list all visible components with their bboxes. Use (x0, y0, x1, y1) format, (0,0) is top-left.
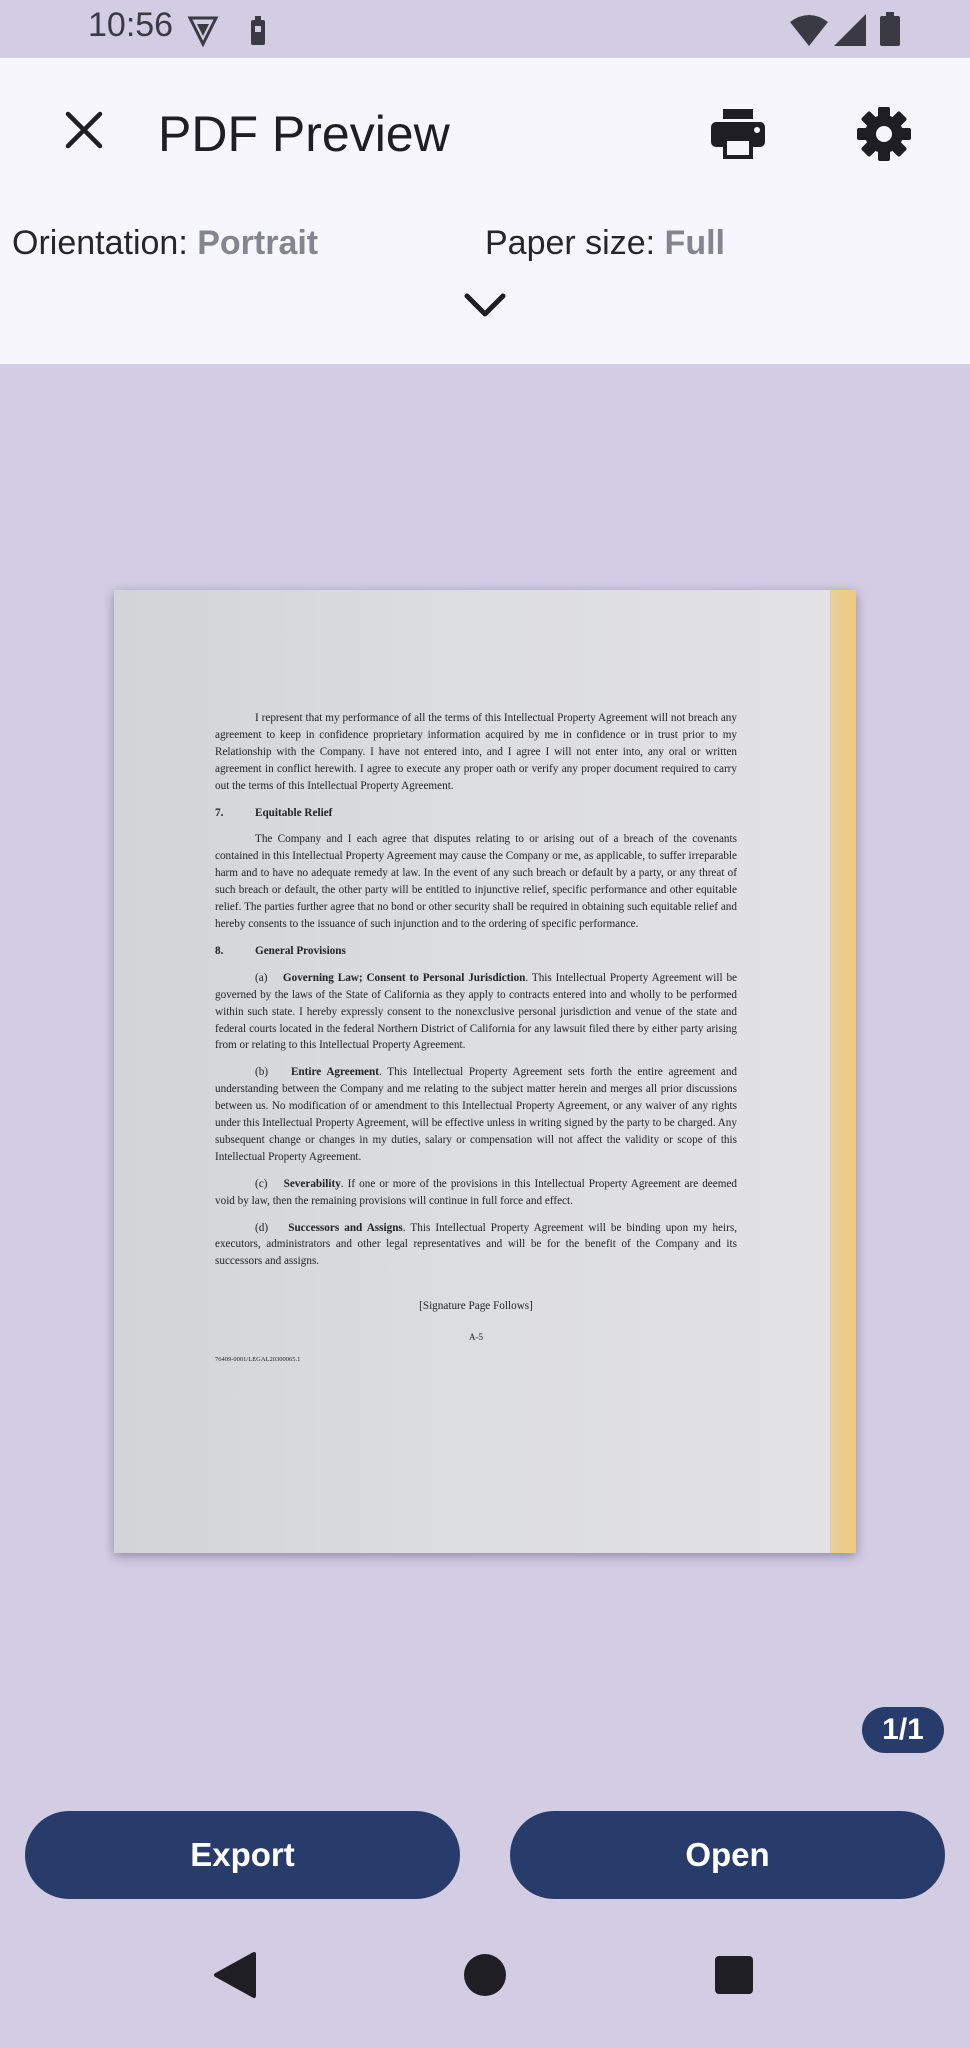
vpn-shield-icon (186, 14, 220, 48)
clause-text: . This Intellectual Property Agreement will be binding upon my heirs, executors, administrators and other legal representatives and will be for the benefit of the Company and its successors and assigns. (215, 1221, 738, 1268)
open-button[interactable]: Open (510, 1811, 945, 1899)
signal-icon (834, 14, 866, 46)
back-triangle-icon[interactable] (212, 1950, 258, 2000)
recents-square-icon[interactable] (712, 1950, 756, 2000)
battery-icon (880, 12, 900, 46)
section-title: Equitable Relief (255, 806, 333, 819)
battery-saver-icon (250, 16, 266, 46)
pdf-page-preview[interactable] (114, 590, 856, 1553)
doc-paragraph (215, 1220, 737, 1271)
scanned-paper-edge (830, 590, 856, 1553)
print-button[interactable] (706, 102, 770, 166)
close-button[interactable] (54, 100, 114, 160)
wifi-icon (790, 14, 828, 46)
section-number: 8. (215, 944, 224, 957)
clause-title: Severability (283, 1177, 341, 1190)
doc-page-number: A-5 (469, 1332, 483, 1343)
paper-size-value: Full (664, 224, 725, 262)
clause-text: . If one or more of the provisions in this Intellectual Property Agreement are deemed void by law, then the remaining provisions will continue in full force and effect. (215, 1177, 737, 1207)
expand-options-button[interactable] (462, 290, 508, 330)
section-title: General Provisions (255, 944, 346, 957)
clause-title: Entire Agreement (290, 1066, 379, 1079)
clause-label: (c) (255, 1177, 268, 1190)
clause-label: (d) (255, 1221, 269, 1234)
clause-title: Successors and Assigns (288, 1221, 403, 1234)
status-time: 10:56 (88, 6, 174, 44)
doc-paragraph (215, 970, 737, 1055)
paper-size-label: Paper size: (485, 224, 656, 262)
doc-paragraph (215, 1176, 737, 1210)
chevron-down-icon (462, 290, 508, 320)
doc-reference: 76409-0001/LEGAL20300065.1 (215, 1356, 301, 1364)
status-bar (0, 0, 970, 58)
doc-paragraph (215, 1064, 737, 1165)
clause-text: . This Intellectual Property Agreement will be governed by the laws of the State of California as they apply to contracts entered into and wholly to be performed within such state. I hereby expressly consent to the nonexclusive personal jurisdiction and venue of the state and federal courts located in the federal Northern District of California for any lawsuit filed there by either party arising from or relating to this Intellectual Property Agreement. (215, 971, 738, 1052)
gear-icon (857, 107, 911, 161)
document-text (215, 710, 737, 1369)
close-icon (64, 110, 104, 150)
section-heading (215, 805, 737, 822)
clause-title: Governing Law; Consent to Personal Jurisdiction (282, 971, 526, 984)
signature-note: [Signature Page Follows] (419, 1300, 533, 1313)
app-toolbar (0, 58, 970, 364)
section-number: 7. (215, 806, 224, 819)
clause-label: (b) (255, 1066, 269, 1079)
orientation-value: Portrait (197, 224, 319, 262)
clause-label: (a) (255, 971, 268, 984)
clause-text: . This Intellectual Property Agreement sets forth the entire agreement and understanding between the Company and me relating to the subject matter herein and merges all prior discussions between us. No modification of or amendment to this Intellectual Property Agreement, or any waiver of any rights under this Intellectual Property Agreement, will be effective unless in writing signed by the party to be charged. Any subsequent change or changes in my duties, salary or compensation will not affect the validity or scope of this Intellectual Property Agreement. (215, 1066, 738, 1163)
print-icon (711, 109, 765, 159)
export-button[interactable]: Export (25, 1811, 460, 1899)
settings-button[interactable] (852, 102, 916, 166)
page-counter-badge: 1/1 (862, 1707, 944, 1753)
section-heading (215, 943, 737, 960)
orientation-label: Orientation: (12, 224, 188, 262)
paper-size-option[interactable] (485, 224, 725, 263)
orientation-option[interactable] (12, 224, 318, 263)
doc-paragraph: I represent that my performance of all the terms of this Intellectual Property Agreement will not breach any agreement to keep in confidence proprietary information acquired by me in confidence or in trust prior to my Relationship with the Company. I have not entered into, and I agree I will not enter into, any oral or written agreement in conflict herewith. I agree to execute any proper oath or verify any proper document required to carry out the terms of this Intellectual Property Agreement. (215, 712, 737, 792)
page-title: PDF Preview (158, 106, 450, 162)
home-circle-icon[interactable] (462, 1950, 508, 2000)
doc-paragraph: The Company and I each agree that disputes relating to or arising out of a breach of the covenants contained in this Intellectual Property Agreement may cause the Company or me, as applicable, to suffer irreparable harm and to have no adequate remedy at law. In the event of any such breach or default by a party, or any threat of such breach or default, the other party will be entitled to injunctive relief, specific performance and other equitable relief. The parties further agree that no bond or other security shall be required in obtaining such equitable relief and hereby consents to the issuance of such injunction and to the ordering of specific performance. (215, 833, 737, 930)
